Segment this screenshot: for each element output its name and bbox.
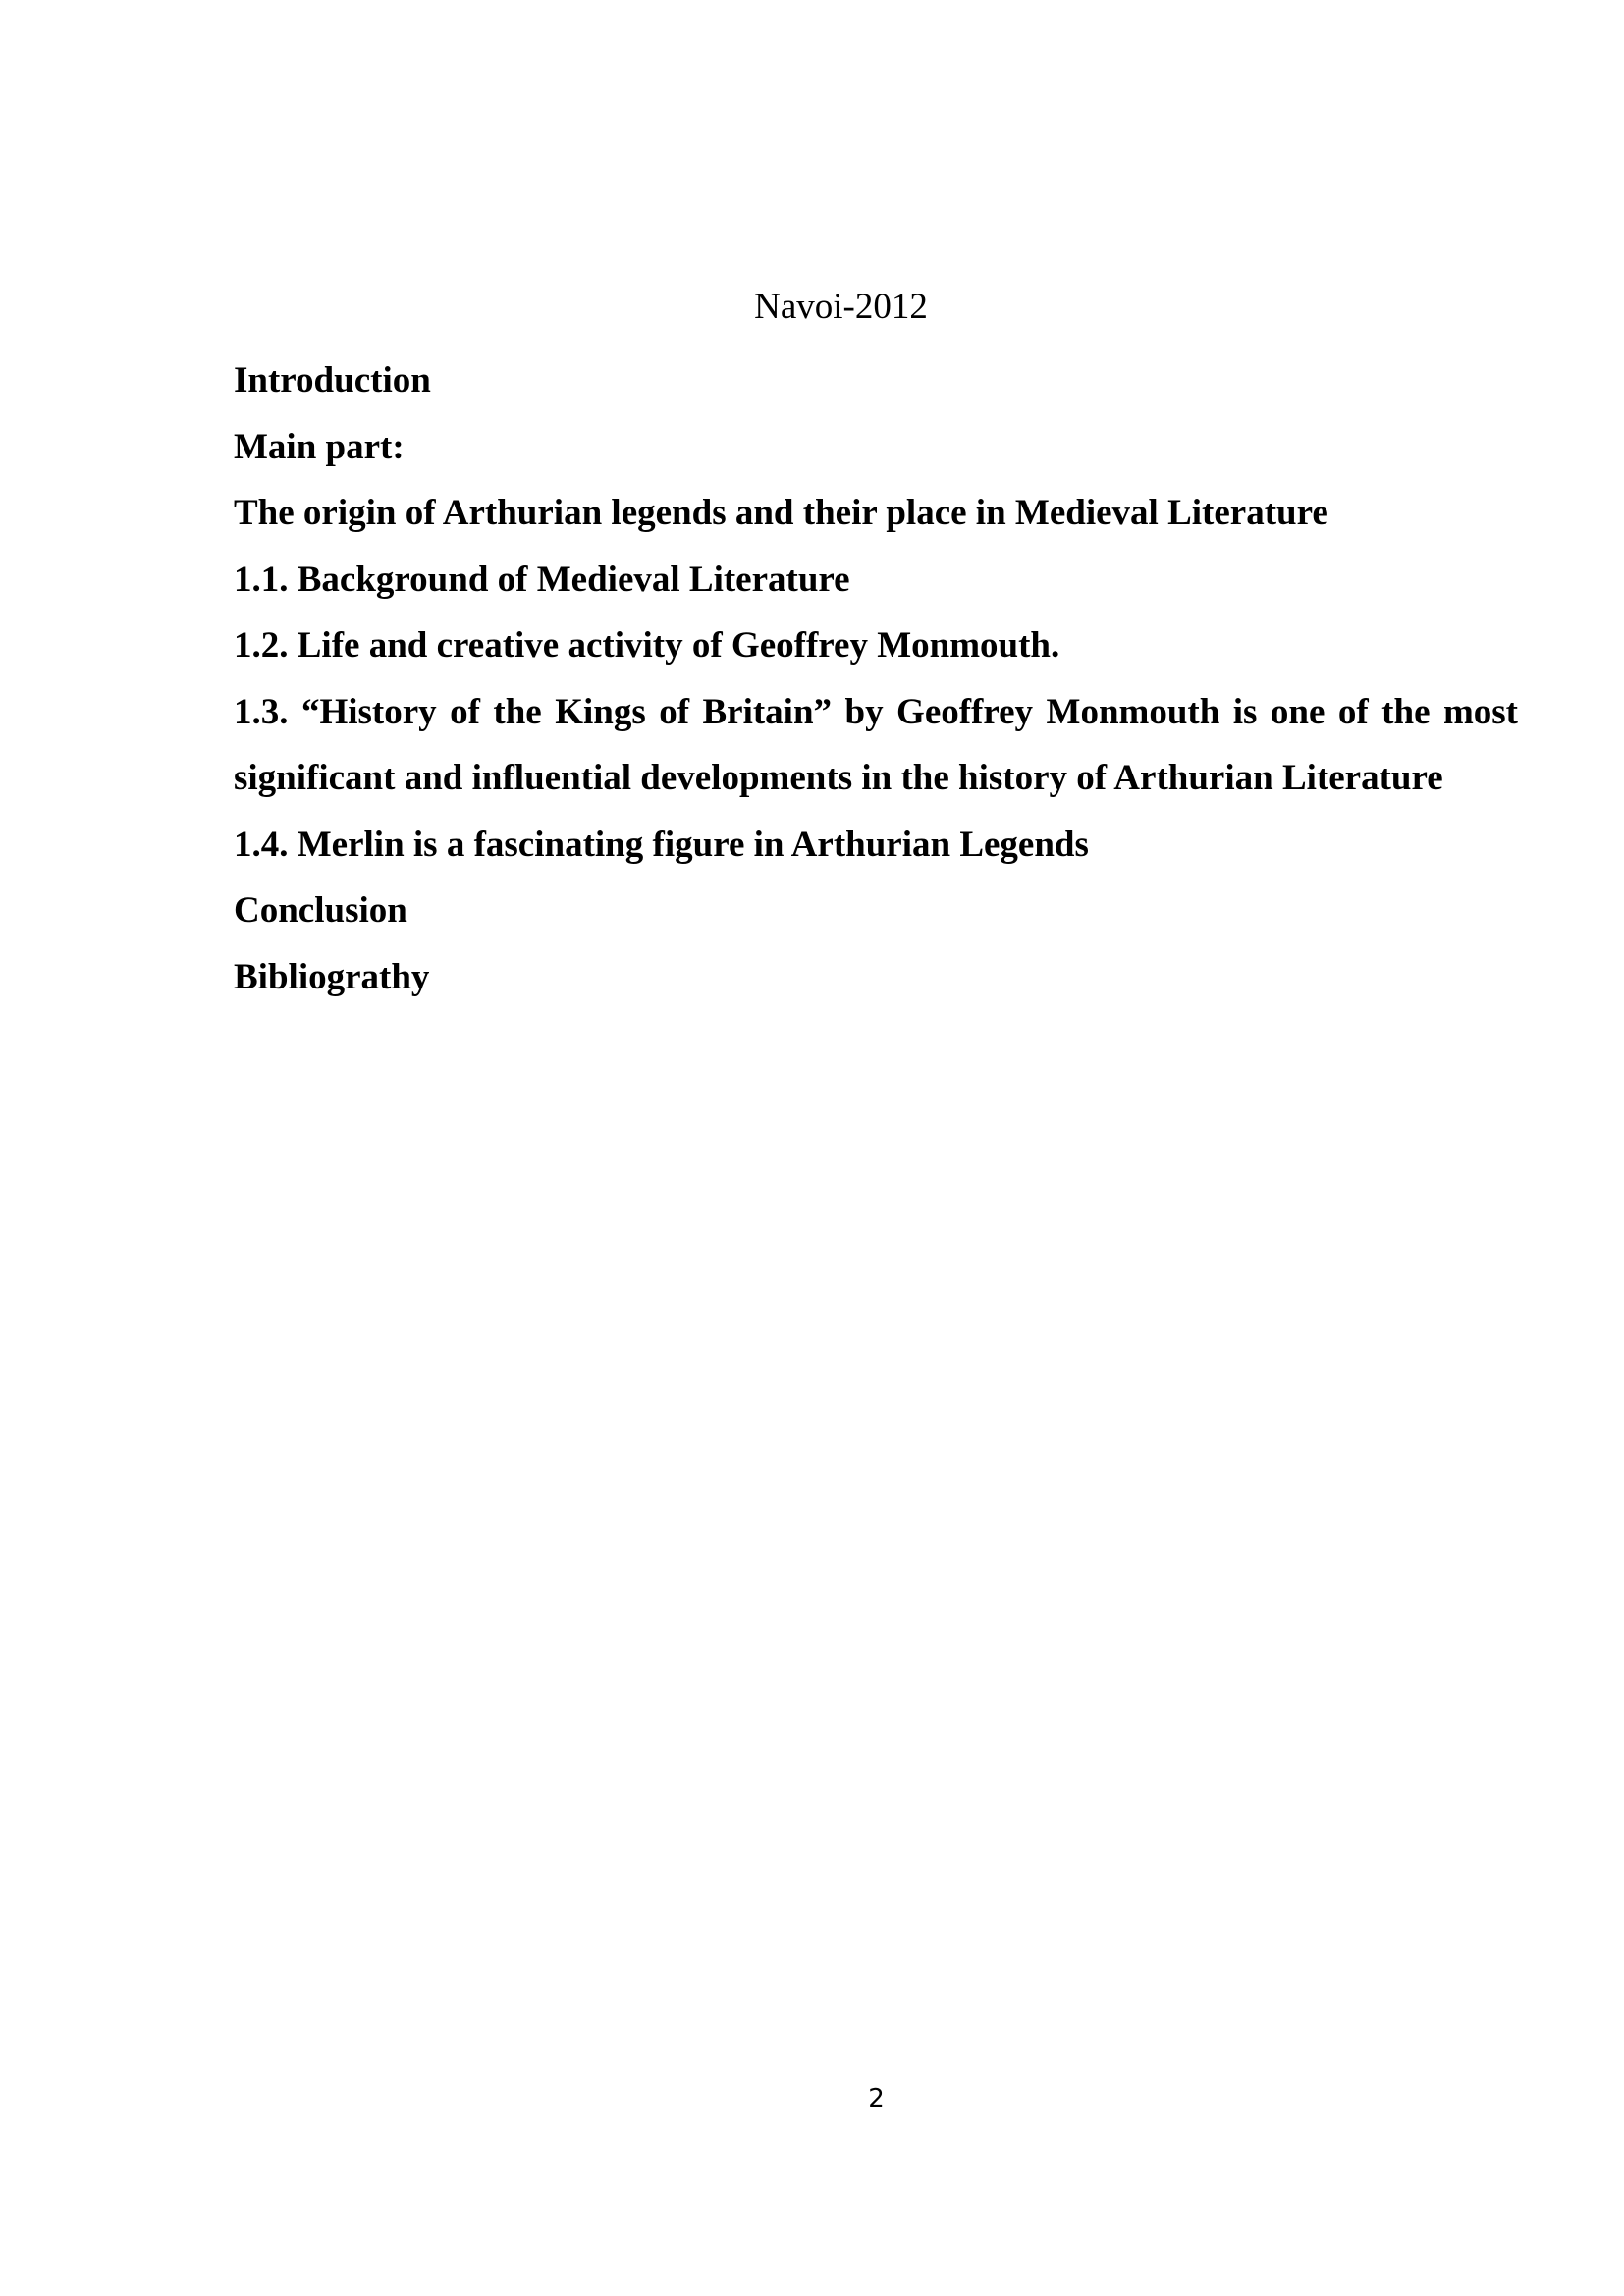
toc-item-1-2: 1.2. Life and creative activity of Geoffrey Monmouth. [234,625,1060,666]
toc-item-bibliography: Bibliograthy [234,956,430,997]
toc-item-1-1: 1.1. Background of Medieval Literature [234,559,850,600]
toc-item-conclusion: Conclusion [234,890,407,931]
toc-item-1-3: 1.3. “History of the Kings of Britain” by Geoffrey Monmouth is one of the most significant and influential developments in the history of Arthurian Literature [234,691,1518,798]
toc-item-introduction: Introduction [234,360,431,400]
table-of-contents [234,347,1518,1010]
page-number: 2 [868,2084,885,2113]
toc-item-main-part: Main part: [234,426,405,467]
place-date: Navoi-2012 [754,287,928,327]
toc-item-arthurian-origin: The origin of Arthurian legends and their place in Medieval Literature [234,493,1328,533]
toc-item-1-4: 1.4. Merlin is a fascinating figure in Arthurian Legends [234,824,1089,865]
